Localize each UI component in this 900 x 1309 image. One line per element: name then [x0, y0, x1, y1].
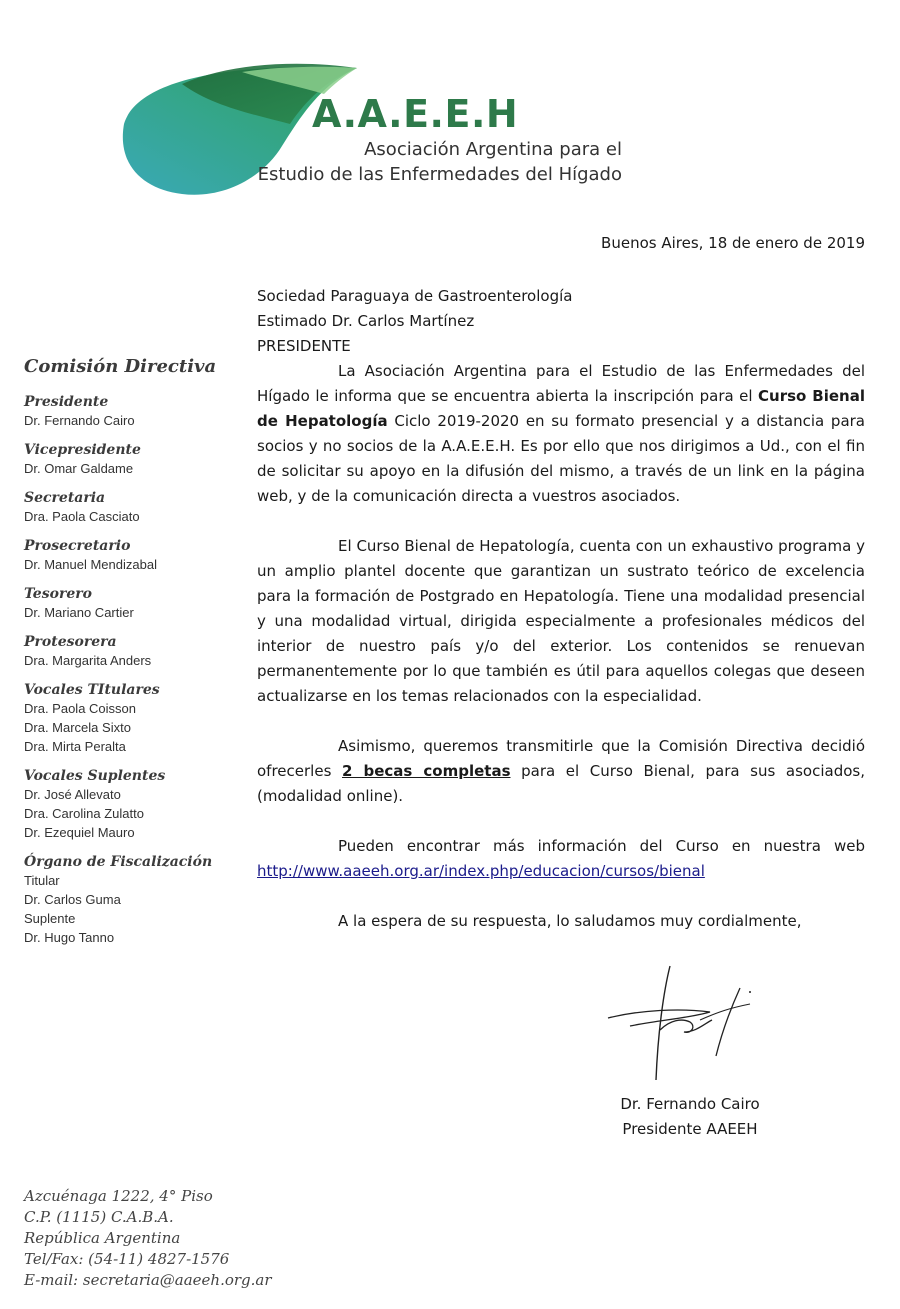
paragraph-1-bold: Curso Bienal de Hepatología — [257, 387, 865, 430]
org-name-line2: Estudio de las Enfermedades del Hígado — [257, 164, 622, 185]
board-role: Secretaria — [24, 490, 106, 506]
board-member: Dra. Paola Casciato — [24, 509, 140, 524]
board-member: Dr. Ezequiel Mauro — [24, 825, 135, 840]
board-sidebar — [24, 356, 234, 958]
board-member: Dr. Carlos Guma — [24, 892, 121, 907]
board-group — [24, 633, 234, 670]
board-member: Dra. Margarita Anders — [24, 653, 152, 668]
board-member: Dr. José Allevato — [24, 787, 121, 802]
org-name — [222, 137, 622, 187]
paragraph-2: El Curso Bienal de Hepatología, cuenta con un exhaustivo programa y un amplio plantel docente que garantizan un sustrato teórico de excelencia para la formación de Postgrado en Hepatología. Tiene una modalidad presencial y una modalidad virtual, dirigida especialmente a profesionales médicos del interior de nuestro país y/o del exterior. Los contenidos se renuevan permanentemente por lo que también es útil para aquellos colegas que deseen actualizarse en los temas relacionados con la especialidad. — [257, 537, 865, 705]
board-member: Dr. Hugo Tanno — [24, 930, 115, 945]
sidebar-title: Comisión Directiva — [24, 356, 217, 377]
address-line-3: República Argentina — [24, 1229, 181, 1247]
letter-date: Buenos Aires, 18 de enero de 2019 — [601, 234, 865, 252]
paragraph-1 — [257, 359, 865, 509]
recipient-role: PRESIDENTE — [257, 337, 351, 355]
paragraph-3-text-b: para el Curso Bienal, para sus asociados, (modalidad online). — [257, 762, 865, 805]
board-group — [24, 393, 234, 430]
board-member: Titular — [24, 873, 60, 888]
address-line-4: Tel/Fax: (54-11) 4827-1576 — [24, 1250, 230, 1268]
org-acronym: A.A.E.E.H — [312, 92, 519, 136]
board-group — [24, 853, 234, 947]
signature-icon — [600, 960, 760, 1090]
address-line-5: E-mail: secretaria@aaeeh.org.ar — [24, 1271, 272, 1289]
signer-title: Presidente AAEEH — [622, 1120, 758, 1138]
recipient-block — [257, 284, 865, 359]
paragraph-3 — [257, 734, 865, 809]
closing-line: A la espera de su respuesta, lo saludamos muy cordialmente, — [338, 912, 802, 930]
course-link[interactable]: http://www.aaeeh.org.ar/index.php/educacion/cursos/bienal — [257, 862, 705, 880]
board-member: Dr. Mariano Cartier — [24, 605, 134, 620]
board-member: Dra. Paola Coisson — [24, 701, 136, 716]
board-member: Dr. Manuel Mendizabal — [24, 557, 157, 572]
board-role: Vocales Suplentes — [24, 768, 166, 784]
board-role: Tesorero — [24, 586, 92, 602]
address-line-1: Azcuénaga 1222, 4° Piso — [24, 1187, 213, 1205]
board-member: Dra. Mirta Peralta — [24, 739, 126, 754]
board-member: Suplente — [24, 911, 76, 926]
board-member: Dr. Fernando Cairo — [24, 413, 135, 428]
letter-body — [257, 284, 865, 934]
board-role: Órgano de Fiscalización — [24, 854, 213, 870]
org-address — [24, 1186, 272, 1291]
board-role: Vocales TItulares — [24, 682, 160, 698]
paragraph-1-text-b: Ciclo 2019-2020 en su formato presencial y a distancia para socios y no socios de la A.A.E.E.H. Es por ello que nos dirigimos a Ud., con el fin de solicitar su apoyo en la difusión del mismo, a través de un link en la página web, y de la comunicación directa a vuestros asociados. — [257, 412, 865, 505]
recipient-salutation: Estimado Dr. Carlos Martínez — [257, 312, 475, 330]
signer-block — [590, 1092, 790, 1142]
paragraph-4-link-line — [257, 859, 865, 884]
board-group — [24, 441, 234, 478]
board-group — [24, 537, 234, 574]
org-name-line1: Asociación Argentina para el — [364, 139, 622, 160]
paragraph-4: Pueden encontrar más información del Curso en nuestra web — [338, 837, 865, 855]
board-group — [24, 681, 234, 756]
address-line-2: C.P. (1115) C.A.B.A. — [24, 1208, 174, 1226]
signer-name: Dr. Fernando Cairo — [620, 1095, 760, 1113]
board-member: Dra. Carolina Zulatto — [24, 806, 144, 821]
paragraph-3-text-a: Asimismo, queremos transmitirle que la Comisión Directiva decidió ofrecerles — [257, 737, 865, 780]
board-role: Prosecretario — [24, 538, 131, 554]
board-group — [24, 767, 234, 842]
board-role: Vicepresidente — [24, 442, 141, 458]
recipient-organization: Sociedad Paraguaya de Gastroenterología — [257, 287, 573, 305]
board-member: Dr. Omar Galdame — [24, 461, 134, 476]
board-member: Dra. Marcela Sixto — [24, 720, 131, 735]
board-group — [24, 585, 234, 622]
board-group — [24, 489, 234, 526]
paragraph-3-bold: 2 becas completas — [342, 762, 511, 780]
board-groups — [24, 393, 234, 947]
board-role: Presidente — [24, 394, 109, 410]
board-role: Protesorera — [24, 634, 117, 650]
paragraph-1-text-a: La Asociación Argentina para el Estudio de las Enfermedades del Hígado le informa que se encuentra abierta la inscripción para el — [257, 362, 865, 405]
